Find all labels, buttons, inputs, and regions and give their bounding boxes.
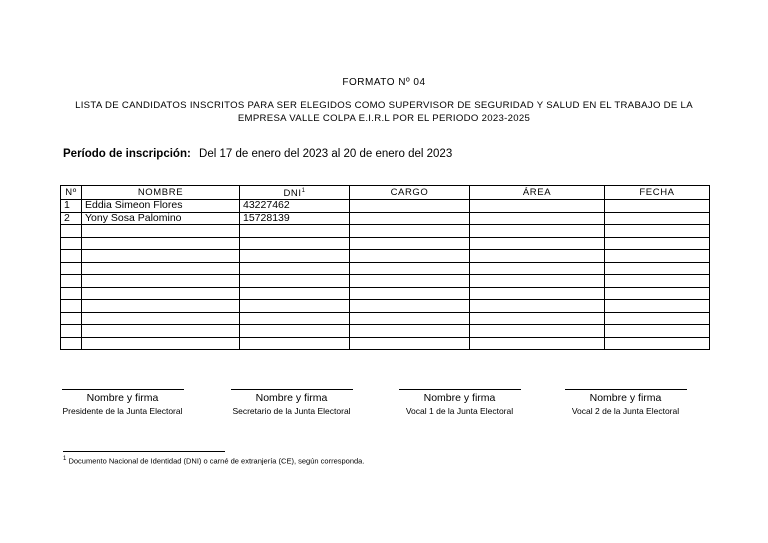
table-cell	[470, 212, 605, 225]
table-cell	[605, 212, 710, 225]
signature-label: Nombre y firma	[423, 392, 496, 404]
table-cell	[240, 325, 350, 338]
table-cell	[350, 325, 470, 338]
footnote-divider	[63, 451, 225, 452]
signature-role: Secretario de la Junta Electoral	[232, 406, 351, 416]
period-label: Período de inscripción:	[63, 148, 191, 160]
table-cell	[61, 287, 82, 300]
table-cell: 1	[61, 200, 82, 213]
table-cell	[61, 300, 82, 313]
table-cell	[470, 275, 605, 288]
table-row	[61, 237, 710, 250]
signature-line	[231, 389, 353, 390]
table-row	[61, 325, 710, 338]
table-cell	[82, 275, 240, 288]
table-cell	[82, 300, 240, 313]
table-row	[61, 200, 710, 213]
table-cell	[61, 250, 82, 263]
table-cell	[61, 337, 82, 350]
table-row	[61, 337, 710, 350]
table-cell	[240, 225, 350, 238]
table-cell	[61, 275, 82, 288]
table-cell	[350, 200, 470, 213]
table-cell	[605, 237, 710, 250]
table-header-row	[61, 186, 710, 200]
heading-line-2: EMPRESA VALLE COLPA E.I.R.L POR EL PERIODO 2023-2025	[237, 112, 531, 124]
col-header-dni	[240, 186, 350, 200]
table-cell	[82, 325, 240, 338]
signature-line	[565, 389, 687, 390]
table-cell	[82, 250, 240, 263]
table-cell: Yony Sosa Palomino	[82, 212, 240, 225]
col-header-fecha: FECHA	[605, 186, 710, 200]
table-cell	[470, 262, 605, 275]
signature-role: Vocal 1 de la Junta Electoral	[405, 406, 514, 416]
table-cell	[61, 237, 82, 250]
table-cell	[82, 287, 240, 300]
signature-label: Nombre y firma	[86, 392, 159, 404]
document-heading	[60, 100, 708, 125]
table-row	[61, 212, 710, 225]
table-cell	[350, 212, 470, 225]
table-cell	[61, 325, 82, 338]
table-cell	[605, 312, 710, 325]
table-cell	[82, 225, 240, 238]
table-cell	[605, 287, 710, 300]
table-row	[61, 312, 710, 325]
table-cell	[82, 337, 240, 350]
table-cell	[82, 262, 240, 275]
table-cell	[350, 250, 470, 263]
table-cell	[82, 312, 240, 325]
table-cell	[605, 200, 710, 213]
dni-footnote-mark: 1	[301, 188, 306, 194]
table-cell	[350, 337, 470, 350]
table-cell	[350, 312, 470, 325]
table-cell	[350, 225, 470, 238]
table-cell	[350, 262, 470, 275]
table-cell	[82, 237, 240, 250]
signature-role: Vocal 2 de la Junta Electoral	[571, 406, 680, 416]
col-header-number: Nº	[61, 186, 82, 200]
table-row	[61, 225, 710, 238]
table-cell	[350, 300, 470, 313]
col-header-area: ÁREA	[470, 186, 605, 200]
table-cell	[470, 325, 605, 338]
table-row	[61, 300, 710, 313]
col-header-cargo: CARGO	[350, 186, 470, 200]
table-cell	[470, 237, 605, 250]
signature-vocal-2	[563, 380, 688, 416]
table-cell	[470, 287, 605, 300]
table-cell	[240, 275, 350, 288]
signature-label: Nombre y firma	[589, 392, 662, 404]
table-cell	[240, 250, 350, 263]
table-row	[61, 275, 710, 288]
table-cell	[240, 337, 350, 350]
period-value: Del 17 de enero del 2023 al 20 de enero del 2023	[199, 148, 453, 160]
table-cell	[61, 312, 82, 325]
table-cell	[605, 337, 710, 350]
signature-president	[60, 380, 185, 416]
table-cell	[240, 287, 350, 300]
table-cell	[470, 250, 605, 263]
table-cell	[240, 300, 350, 313]
table-cell: 15728139	[240, 212, 350, 225]
table-row	[61, 250, 710, 263]
table-cell: Eddia Simeon Flores	[82, 200, 240, 213]
table-cell	[470, 200, 605, 213]
format-label: FORMATO Nº 04	[342, 77, 426, 88]
table-row	[61, 262, 710, 275]
table-cell	[605, 225, 710, 238]
signature-label: Nombre y firma	[255, 392, 328, 404]
signature-role: Presidente de la Junta Electoral	[62, 406, 183, 416]
registration-period	[63, 148, 452, 160]
table-row	[61, 287, 710, 300]
table-cell: 43227462	[240, 200, 350, 213]
table-cell	[605, 275, 710, 288]
table-cell	[470, 337, 605, 350]
table-cell	[240, 237, 350, 250]
signature-line	[399, 389, 521, 390]
table-cell	[470, 300, 605, 313]
table-cell	[605, 325, 710, 338]
signature-vocal-1	[397, 380, 522, 416]
footnote-text: Documento Nacional de Identidad (DNI) o carné de extranjería (CE), según corresponda.	[68, 456, 365, 466]
table-cell	[350, 287, 470, 300]
table-cell	[350, 237, 470, 250]
table-cell	[240, 312, 350, 325]
table-cell	[470, 225, 605, 238]
table-cell	[605, 262, 710, 275]
signature-secretary	[229, 380, 354, 416]
table-cell	[605, 300, 710, 313]
table-cell: 2	[61, 212, 82, 225]
candidates-table	[60, 185, 710, 350]
col-header-name: NOMBRE	[82, 186, 240, 200]
table-cell	[61, 225, 82, 238]
table-cell	[350, 275, 470, 288]
footnote	[63, 456, 364, 466]
footnote-mark: 1	[63, 456, 67, 462]
table-cell	[470, 312, 605, 325]
table-cell	[605, 250, 710, 263]
signature-line	[62, 389, 184, 390]
heading-line-1: LISTA DE CANDIDATOS INSCRITOS PARA SER ELEGIDOS COMO SUPERVISOR DE SEGURIDAD Y SALUD EN EL TRABAJO DE LA	[75, 100, 693, 111]
table-cell	[61, 262, 82, 275]
dni-header-text: DNI	[283, 188, 302, 200]
table-cell	[240, 262, 350, 275]
